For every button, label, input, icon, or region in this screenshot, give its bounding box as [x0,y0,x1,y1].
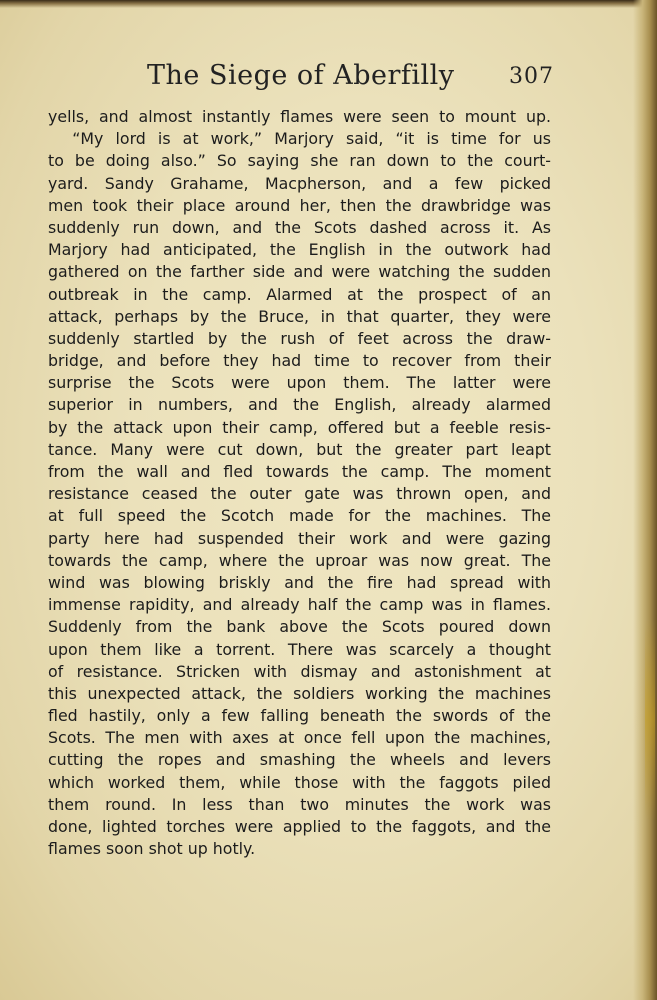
text-line: at full speed the Scotch made for the machines. The [48,506,551,526]
text-line: superior in numbers, and the English, already alarmed [48,395,551,415]
text-line: gathered on the farther side and were watching the sudden [48,262,551,282]
text-line: suddenly run down, and the Scots dashed across it. As [48,217,551,237]
text-line: towards the camp, where the uproar was now great. The [48,550,551,570]
text-line: Scots. The men with axes at once fell upon the machines, [48,728,551,748]
text-line: party here had suspended their work and were gazing [48,528,551,548]
text-line: upon them like a torrent. There was scarcely a thought [48,639,551,659]
text-line: fled hastily, only a few falling beneath the swords of the [48,706,551,726]
text-line: of resistance. Stricken with dismay and astonishment at [48,661,551,681]
page-number: 307 [509,64,554,89]
text-line: from the wall and fled towards the camp. The moment [48,462,551,481]
text-line: done, lighted torches were applied to the faggots, and the [48,817,551,836]
text-line: yard. Sandy Grahame, Macpherson, and a few picked [48,173,551,193]
text-line: surprise the Scots were upon them. The latter were [48,373,551,393]
text-line: men took their place around her, then the drawbridge was [48,195,551,215]
text-line: Suddenly from the bank above the Scots poured down [48,617,551,637]
page-header [0,60,657,100]
body-text [48,106,551,860]
text-line: tance. Many were cut down, but the greater part leapt [48,439,551,459]
text-line: to be doing also.” So saying she ran down to the court- [48,151,551,171]
text-line: bridge, and before they had time to recover from their [48,351,551,371]
text-line: which worked them, while those with the faggots piled [48,772,551,792]
text-line: “My lord is at work,” Marjory said, “it is time for us [48,129,551,149]
text-line: suddenly startled by the rush of feet across the draw- [48,328,551,348]
running-title: The Siege of Aberfilly [147,60,455,91]
text-line: cutting the ropes and smashing the wheels and levers [48,750,551,770]
text-line: wind was blowing briskly and the fire had spread with [48,572,551,592]
text-line: them round. In less than two minutes the work was [48,794,551,814]
text-line: this unexpected attack, the soldiers working the machines [48,683,551,703]
page-top-shadow [0,0,657,8]
book-spine-edge [633,0,657,1000]
text-line: by the attack upon their camp, offered but a feeble resis- [48,417,551,437]
text-line: resistance ceased the outer gate was thrown open, and [48,484,551,504]
text-line: Marjory had anticipated, the English in the outwork had [48,240,551,260]
text-line: flames soon shot up hotly. [48,839,256,859]
spine-stain [645,620,655,820]
text-line: attack, perhaps by the Bruce, in that quarter, they were [48,306,551,326]
text-line: immense rapidity, and already half the camp was in flames. [48,595,551,615]
text-line: yells, and almost instantly flames were seen to mount up. [48,107,551,126]
text-line: outbreak in the camp. Alarmed at the prospect of an [48,284,551,304]
